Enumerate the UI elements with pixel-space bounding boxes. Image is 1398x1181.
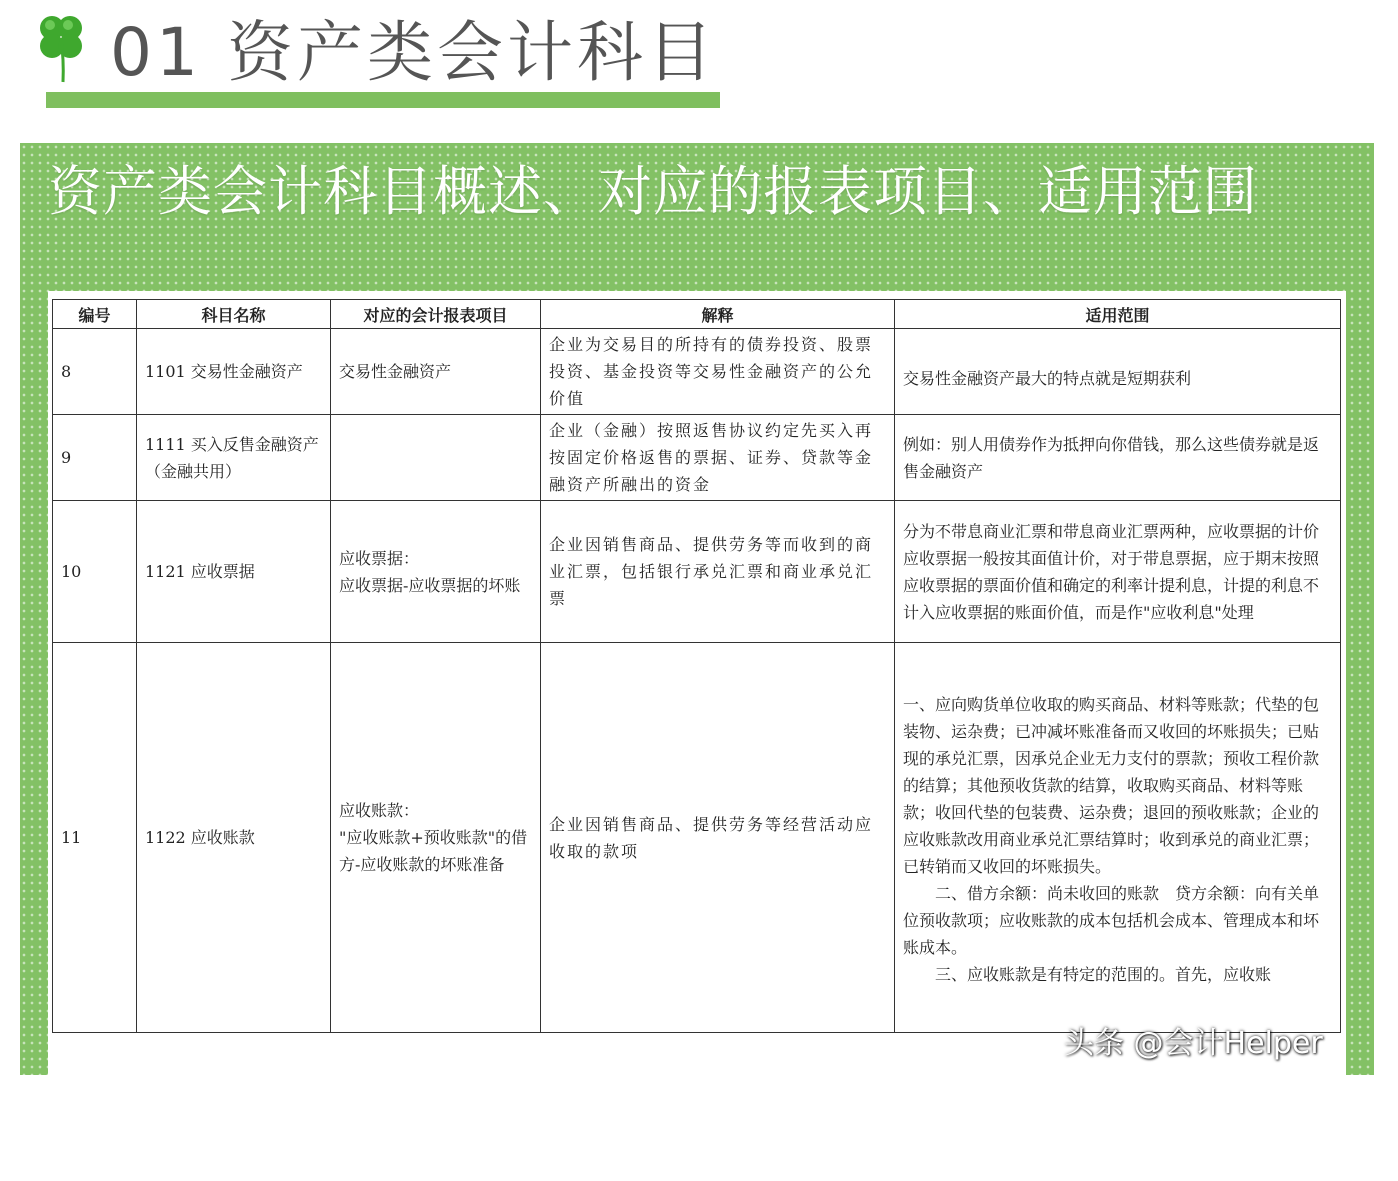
table-row [53, 329, 1341, 415]
cell-scope: 一、应向购货单位收取的购买商品、材料等账款；代垫的包装物、运杂费；已冲减坏账准备而又收回的坏账损失；已贴现的承兑汇票，因承兑企业无力支付的票款；预收工程价款的结算；其他预收货款的结算，收取购买商品、材料等账款；收回代垫的包装费、运杂费；退回的预收账款；企业的应收账款改用商业承兑汇票结算时；收到承兑的商业汇票；已转销而又收回的坏账损失。 二、借方余额：尚未收回的账款 贷方余额：向有关单位预收款项；应收账款的成本包括机会成本、管理成本和坏账成本。 三、应收账款是有特定的范围的。首先，应收账 [895, 643, 1341, 1033]
cell-explanation: 企业因销售商品、提供劳务等而收到的商业汇票，包括银行承兑汇票和商业承兑汇票 [541, 501, 895, 643]
clover-icon [30, 8, 92, 84]
table-row [53, 415, 1341, 501]
table-row [53, 501, 1341, 643]
cell-report-item: 应收账款： "应收账款+预收账款"的借方-应收账款的坏账准备 [331, 643, 541, 1033]
cell-account-name: 1122 应收账款 [137, 643, 331, 1033]
title-underline-bar [46, 92, 720, 108]
header-no: 编号 [53, 300, 137, 329]
cell-scope: 交易性金融资产最大的特点就是短期获利 [895, 329, 1341, 415]
content-panel [20, 143, 1374, 1075]
cell-no: 11 [53, 643, 137, 1033]
cell-report-item [331, 415, 541, 501]
cell-scope: 例如：别人用债券作为抵押向你借钱，那么这些债券就是返售金融资产 [895, 415, 1341, 501]
header-scope: 适用范围 [895, 300, 1341, 329]
table-header-row [53, 300, 1341, 329]
banner-heading: 资产类会计科目概述、对应的报表项目、适用范围 [48, 160, 1258, 223]
cell-account-name: 1101 交易性金融资产 [137, 329, 331, 415]
cell-account-name: 1111 买入反售金融资产（金融共用） [137, 415, 331, 501]
header-account-name: 科目名称 [137, 300, 331, 329]
cell-report-item: 应收票据： 应收票据-应收票据的坏账 [331, 501, 541, 643]
table-row [53, 643, 1341, 1033]
watermark-text: 头条 @会计Helper [1064, 1026, 1323, 1061]
cell-explanation: 企业（金融）按照返售协议约定先买入再按固定价格返售的票据、证券、贷款等金融资产所融出的资金 [541, 415, 895, 501]
cell-account-name: 1121 应收票据 [137, 501, 331, 643]
cell-report-item: 交易性金融资产 [331, 329, 541, 415]
cell-no: 9 [53, 415, 137, 501]
header-report-item: 对应的会计报表项目 [331, 300, 541, 329]
cell-no: 10 [53, 501, 137, 643]
page-title: 01 资产类会计科目 [110, 14, 717, 91]
cell-explanation: 企业为交易目的所持有的债券投资、股票投资、基金投资等交易性金融资产的公允价值 [541, 329, 895, 415]
accounts-table [52, 299, 1341, 1033]
cell-scope: 分为不带息商业汇票和带息商业汇票两种，应收票据的计价 应收票据一般按其面值计价，对于带息票据，应于期末按照应收票据的票面价值和确定的利率计提利息，计提的利息不计入应收票据的账面价值，而是作"应收利息"处理 [895, 501, 1341, 643]
cell-explanation: 企业因销售商品、提供劳务等经营活动应收取的款项 [541, 643, 895, 1033]
header-explanation: 解释 [541, 300, 895, 329]
cell-no: 8 [53, 329, 137, 415]
